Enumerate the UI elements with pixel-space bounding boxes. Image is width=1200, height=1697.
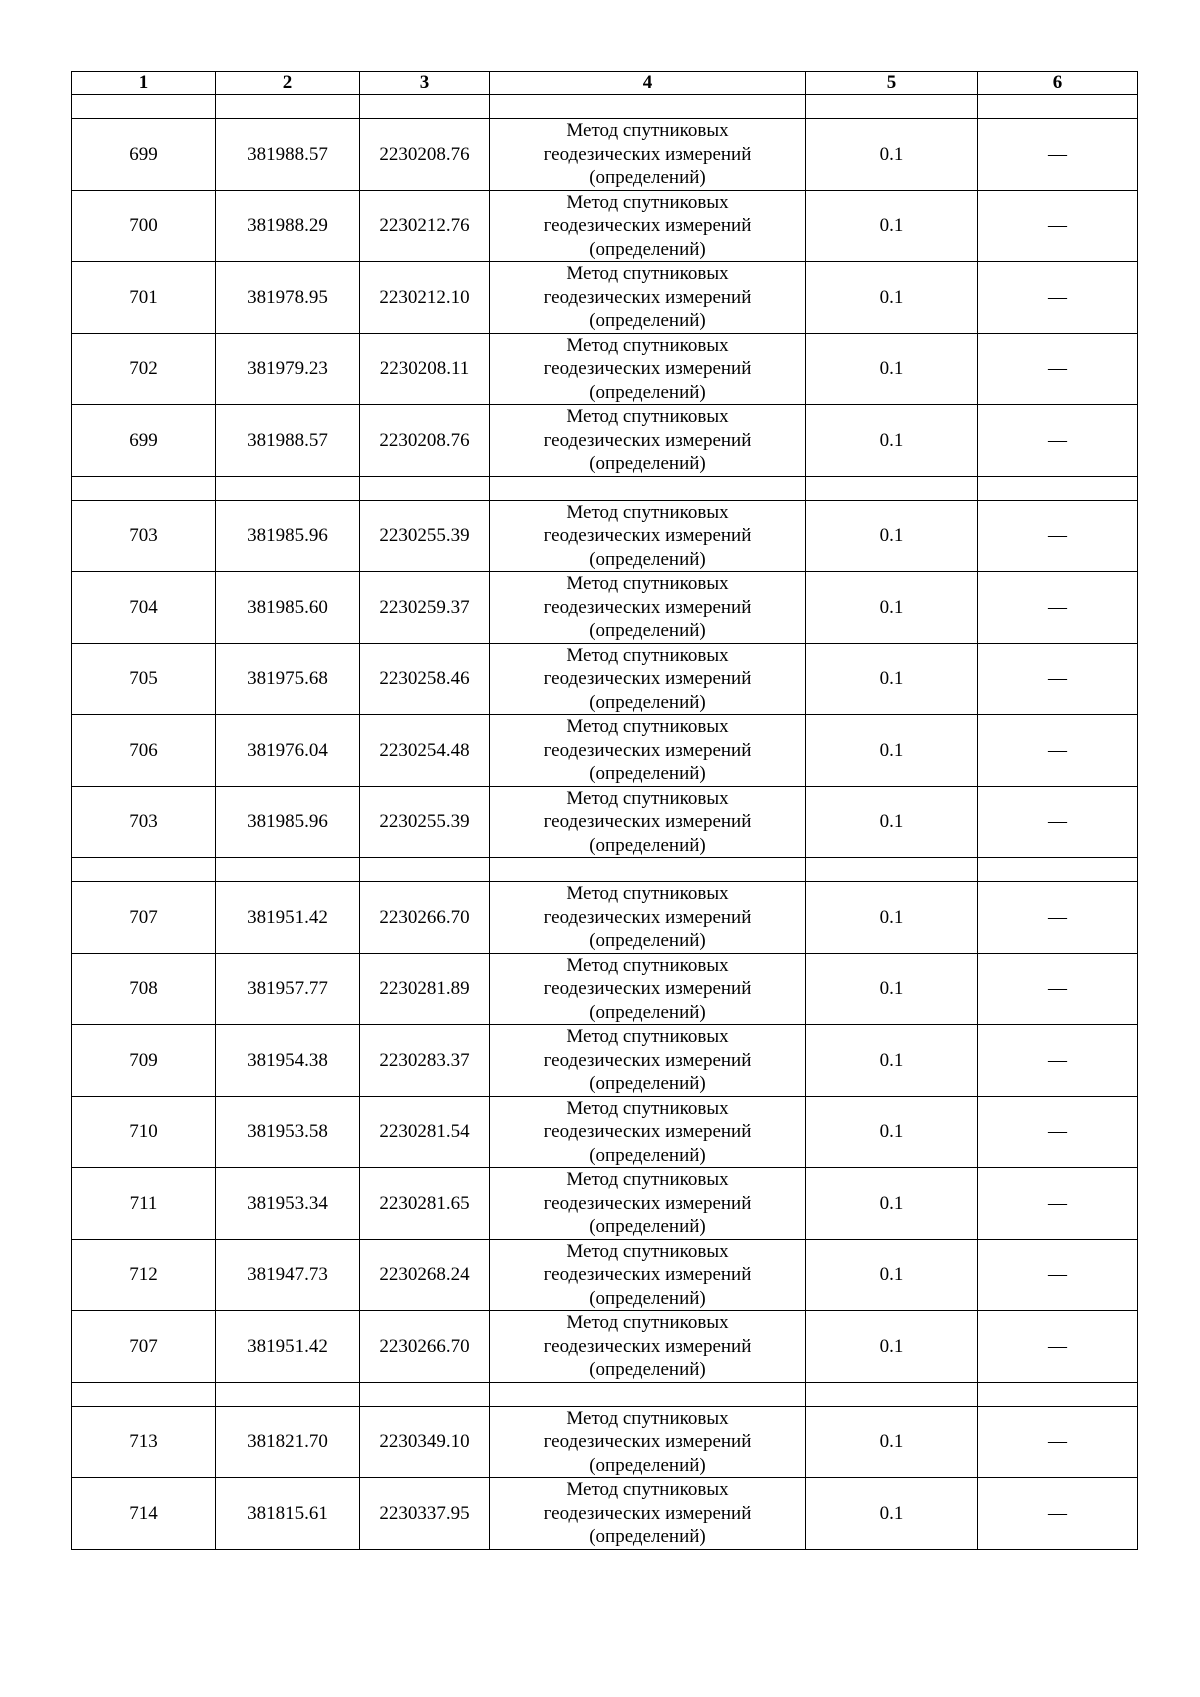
note-cell: — (978, 119, 1138, 191)
method-line: (определений) (589, 1454, 706, 1476)
y-coordinate-cell: 2230208.11 (360, 333, 490, 405)
note-cell: — (978, 190, 1138, 262)
x-coordinate-cell: 381988.57 (216, 119, 360, 191)
method-line: (определений) (589, 620, 706, 641)
y-coordinate-cell: 2230268.24 (360, 1239, 490, 1311)
accuracy-cell: 0.1 (806, 882, 978, 954)
method-cell (490, 405, 806, 477)
table-row (72, 643, 1138, 715)
point-number-cell: 707 (72, 882, 216, 954)
point-number-cell: 708 (72, 953, 216, 1025)
y-coordinate-cell: 2230266.70 (360, 882, 490, 954)
y-coordinate-cell: 2230208.76 (360, 119, 490, 191)
empty-cell (806, 476, 978, 500)
method-line: Метод спутниковых (566, 883, 729, 904)
method-line: геодезических измерений (543, 906, 752, 928)
empty-cell (978, 1382, 1138, 1406)
empty-cell (490, 858, 806, 882)
table-row (72, 119, 1138, 191)
table-row (72, 1239, 1138, 1311)
note-cell: — (978, 715, 1138, 787)
point-number-cell: 700 (72, 190, 216, 262)
method-line: (определений) (589, 691, 706, 713)
table-body (72, 95, 1138, 1550)
method-line: геодезических измерений (543, 143, 752, 165)
method-line: (определений) (589, 381, 706, 403)
empty-cell (978, 95, 1138, 119)
method-line: геодезических измерений (543, 215, 752, 236)
header-col-1: 1 (72, 72, 216, 95)
accuracy-cell: 0.1 (806, 500, 978, 572)
header-col-6: 6 (978, 72, 1138, 95)
point-number-cell: 701 (72, 262, 216, 334)
accuracy-cell: 0.1 (806, 715, 978, 787)
accuracy-cell: 0.1 (806, 1311, 978, 1383)
x-coordinate-cell: 381951.42 (216, 882, 360, 954)
method-line: (определений) (589, 1073, 706, 1094)
accuracy-cell: 0.1 (806, 333, 978, 405)
method-line: геодезических измерений (543, 358, 752, 379)
point-number-cell: 699 (72, 119, 216, 191)
method-cell (490, 1406, 806, 1478)
accuracy-cell: 0.1 (806, 262, 978, 334)
x-coordinate-cell: 381815.61 (216, 1478, 360, 1550)
method-line: (определений) (589, 310, 706, 331)
group-separator-row (72, 476, 1138, 500)
method-cell (490, 119, 806, 191)
note-cell: — (978, 1406, 1138, 1478)
accuracy-cell: 0.1 (806, 1168, 978, 1240)
x-coordinate-cell: 381979.23 (216, 333, 360, 405)
y-coordinate-cell: 2230212.76 (360, 190, 490, 262)
empty-cell (490, 1382, 806, 1406)
y-coordinate-cell: 2230259.37 (360, 572, 490, 644)
method-cell (490, 953, 806, 1025)
table-row (72, 572, 1138, 644)
note-cell: — (978, 882, 1138, 954)
method-line: геодезических измерений (543, 1502, 752, 1524)
coordinates-table (71, 71, 1138, 1550)
table-row (72, 333, 1138, 405)
table-row (72, 953, 1138, 1025)
accuracy-cell: 0.1 (806, 1096, 978, 1168)
empty-cell (72, 476, 216, 500)
method-line: геодезических измерений (543, 1335, 752, 1357)
table-row (72, 1168, 1138, 1240)
method-line: (определений) (589, 1216, 706, 1237)
method-cell (490, 572, 806, 644)
y-coordinate-cell: 2230212.10 (360, 262, 490, 334)
point-number-cell: 714 (72, 1478, 216, 1550)
method-line: Метод спутниковых (566, 501, 729, 523)
method-cell (490, 1311, 806, 1383)
note-cell: — (978, 333, 1138, 405)
note-cell: — (978, 405, 1138, 477)
method-cell (490, 262, 806, 334)
method-cell (490, 715, 806, 787)
method-line: геодезических измерений (543, 1431, 752, 1452)
point-number-cell: 711 (72, 1168, 216, 1240)
method-line: (определений) (589, 1287, 706, 1309)
method-cell (490, 1096, 806, 1168)
point-number-cell: 702 (72, 333, 216, 405)
note-cell: — (978, 786, 1138, 858)
method-line: Метод спутниковых (566, 644, 729, 666)
method-line: Метод спутниковых (566, 954, 729, 976)
method-line: геодезических измерений (543, 668, 752, 689)
method-line: (определений) (589, 930, 706, 951)
y-coordinate-cell: 2230258.46 (360, 643, 490, 715)
empty-cell (216, 858, 360, 882)
point-number-cell: 709 (72, 1025, 216, 1097)
empty-cell (360, 858, 490, 882)
empty-cell (360, 476, 490, 500)
x-coordinate-cell: 381988.29 (216, 190, 360, 262)
method-line: Метод спутниковых (566, 1097, 729, 1119)
table-row (72, 1478, 1138, 1550)
table-row (72, 1025, 1138, 1097)
method-cell (490, 1478, 806, 1550)
table-row (72, 1096, 1138, 1168)
empty-cell (216, 1382, 360, 1406)
note-cell: — (978, 1311, 1138, 1383)
method-line: (определений) (589, 1144, 706, 1166)
method-line: (определений) (589, 1526, 706, 1547)
accuracy-cell: 0.1 (806, 1478, 978, 1550)
empty-cell (490, 95, 806, 119)
method-line: геодезических измерений (543, 429, 752, 451)
y-coordinate-cell: 2230255.39 (360, 500, 490, 572)
note-cell: — (978, 262, 1138, 334)
table-row (72, 190, 1138, 262)
header-row (72, 72, 1138, 95)
point-number-cell: 699 (72, 405, 216, 477)
point-number-cell: 712 (72, 1239, 216, 1311)
empty-cell (806, 95, 978, 119)
empty-cell (978, 858, 1138, 882)
empty-cell (72, 95, 216, 119)
y-coordinate-cell: 2230281.89 (360, 953, 490, 1025)
point-number-cell: 703 (72, 500, 216, 572)
method-line: (определений) (589, 548, 706, 570)
note-cell: — (978, 1478, 1138, 1550)
point-number-cell: 707 (72, 1311, 216, 1383)
method-cell (490, 1025, 806, 1097)
method-line: Метод спутниковых (566, 716, 729, 737)
empty-cell (216, 476, 360, 500)
method-line: геодезических измерений (543, 1049, 752, 1071)
accuracy-cell: 0.1 (806, 786, 978, 858)
group-separator-row (72, 95, 1138, 119)
table-row (72, 262, 1138, 334)
method-line: геодезических измерений (543, 1264, 752, 1285)
method-line: Метод спутниковых (566, 191, 729, 213)
method-line: геодезических измерений (543, 811, 752, 832)
method-line: геодезических измерений (543, 1121, 752, 1142)
x-coordinate-cell: 381954.38 (216, 1025, 360, 1097)
method-line: Метод спутниковых (566, 406, 729, 427)
empty-cell (490, 476, 806, 500)
x-coordinate-cell: 381953.58 (216, 1096, 360, 1168)
method-line: Метод спутниковых (566, 573, 729, 594)
empty-cell (216, 95, 360, 119)
empty-cell (978, 476, 1138, 500)
x-coordinate-cell: 381976.04 (216, 715, 360, 787)
method-line: геодезических измерений (543, 1192, 752, 1214)
accuracy-cell: 0.1 (806, 1406, 978, 1478)
table-row (72, 405, 1138, 477)
method-line: Метод спутниковых (566, 1169, 729, 1190)
header-col-4: 4 (490, 72, 806, 95)
table-row (72, 786, 1138, 858)
x-coordinate-cell: 381978.95 (216, 262, 360, 334)
accuracy-cell: 0.1 (806, 643, 978, 715)
header-col-3: 3 (360, 72, 490, 95)
method-line: Метод спутниковых (566, 263, 729, 284)
y-coordinate-cell: 2230255.39 (360, 786, 490, 858)
y-coordinate-cell: 2230283.37 (360, 1025, 490, 1097)
accuracy-cell: 0.1 (806, 1025, 978, 1097)
x-coordinate-cell: 381957.77 (216, 953, 360, 1025)
empty-cell (72, 1382, 216, 1406)
y-coordinate-cell: 2230281.65 (360, 1168, 490, 1240)
note-cell: — (978, 500, 1138, 572)
method-cell (490, 643, 806, 715)
table-row (72, 1406, 1138, 1478)
accuracy-cell: 0.1 (806, 405, 978, 477)
method-line: (определений) (589, 1001, 706, 1023)
method-line: Метод спутниковых (566, 334, 729, 356)
method-line: (определений) (589, 238, 706, 260)
method-line: (определений) (589, 763, 706, 784)
method-cell (490, 882, 806, 954)
accuracy-cell: 0.1 (806, 119, 978, 191)
x-coordinate-cell: 381985.96 (216, 500, 360, 572)
method-line: (определений) (589, 834, 706, 856)
method-cell (490, 333, 806, 405)
method-line: Метод спутниковых (566, 1407, 729, 1429)
note-cell: — (978, 1239, 1138, 1311)
table-row (72, 1311, 1138, 1383)
x-coordinate-cell: 381947.73 (216, 1239, 360, 1311)
y-coordinate-cell: 2230349.10 (360, 1406, 490, 1478)
point-number-cell: 705 (72, 643, 216, 715)
method-line: Метод спутниковых (566, 1026, 729, 1047)
group-separator-row (72, 858, 1138, 882)
point-number-cell: 703 (72, 786, 216, 858)
method-line: Метод спутниковых (566, 1312, 729, 1333)
x-coordinate-cell: 381988.57 (216, 405, 360, 477)
header-col-2: 2 (216, 72, 360, 95)
method-line: Метод спутниковых (566, 1240, 729, 1262)
y-coordinate-cell: 2230254.48 (360, 715, 490, 787)
x-coordinate-cell: 381953.34 (216, 1168, 360, 1240)
group-separator-row (72, 1382, 1138, 1406)
method-line: геодезических измерений (543, 525, 752, 546)
table-row (72, 882, 1138, 954)
y-coordinate-cell: 2230266.70 (360, 1311, 490, 1383)
method-line: геодезических измерений (543, 739, 752, 761)
y-coordinate-cell: 2230208.76 (360, 405, 490, 477)
note-cell: — (978, 1025, 1138, 1097)
method-line: (определений) (589, 1359, 706, 1380)
x-coordinate-cell: 381985.96 (216, 786, 360, 858)
point-number-cell: 713 (72, 1406, 216, 1478)
method-line: Метод спутниковых (566, 1479, 729, 1500)
point-number-cell: 704 (72, 572, 216, 644)
empty-cell (360, 95, 490, 119)
header-col-5: 5 (806, 72, 978, 95)
method-cell (490, 1168, 806, 1240)
empty-cell (360, 1382, 490, 1406)
y-coordinate-cell: 2230281.54 (360, 1096, 490, 1168)
note-cell: — (978, 643, 1138, 715)
method-line: Метод спутниковых (566, 120, 729, 141)
empty-cell (806, 1382, 978, 1406)
note-cell: — (978, 953, 1138, 1025)
method-line: геодезических измерений (543, 978, 752, 999)
table-row (72, 500, 1138, 572)
method-cell (490, 786, 806, 858)
method-cell (490, 500, 806, 572)
x-coordinate-cell: 381951.42 (216, 1311, 360, 1383)
note-cell: — (978, 1168, 1138, 1240)
note-cell: — (978, 572, 1138, 644)
empty-cell (806, 858, 978, 882)
y-coordinate-cell: 2230337.95 (360, 1478, 490, 1550)
accuracy-cell: 0.1 (806, 190, 978, 262)
accuracy-cell: 0.1 (806, 572, 978, 644)
method-line: (определений) (589, 167, 706, 188)
method-cell (490, 1239, 806, 1311)
method-line: геодезических измерений (543, 286, 752, 308)
table-row (72, 715, 1138, 787)
accuracy-cell: 0.1 (806, 1239, 978, 1311)
x-coordinate-cell: 381985.60 (216, 572, 360, 644)
x-coordinate-cell: 381821.70 (216, 1406, 360, 1478)
method-line: геодезических измерений (543, 596, 752, 618)
method-cell (490, 190, 806, 262)
x-coordinate-cell: 381975.68 (216, 643, 360, 715)
point-number-cell: 706 (72, 715, 216, 787)
empty-cell (72, 858, 216, 882)
method-line: Метод спутниковых (566, 787, 729, 809)
note-cell: — (978, 1096, 1138, 1168)
point-number-cell: 710 (72, 1096, 216, 1168)
accuracy-cell: 0.1 (806, 953, 978, 1025)
method-line: (определений) (589, 453, 706, 474)
